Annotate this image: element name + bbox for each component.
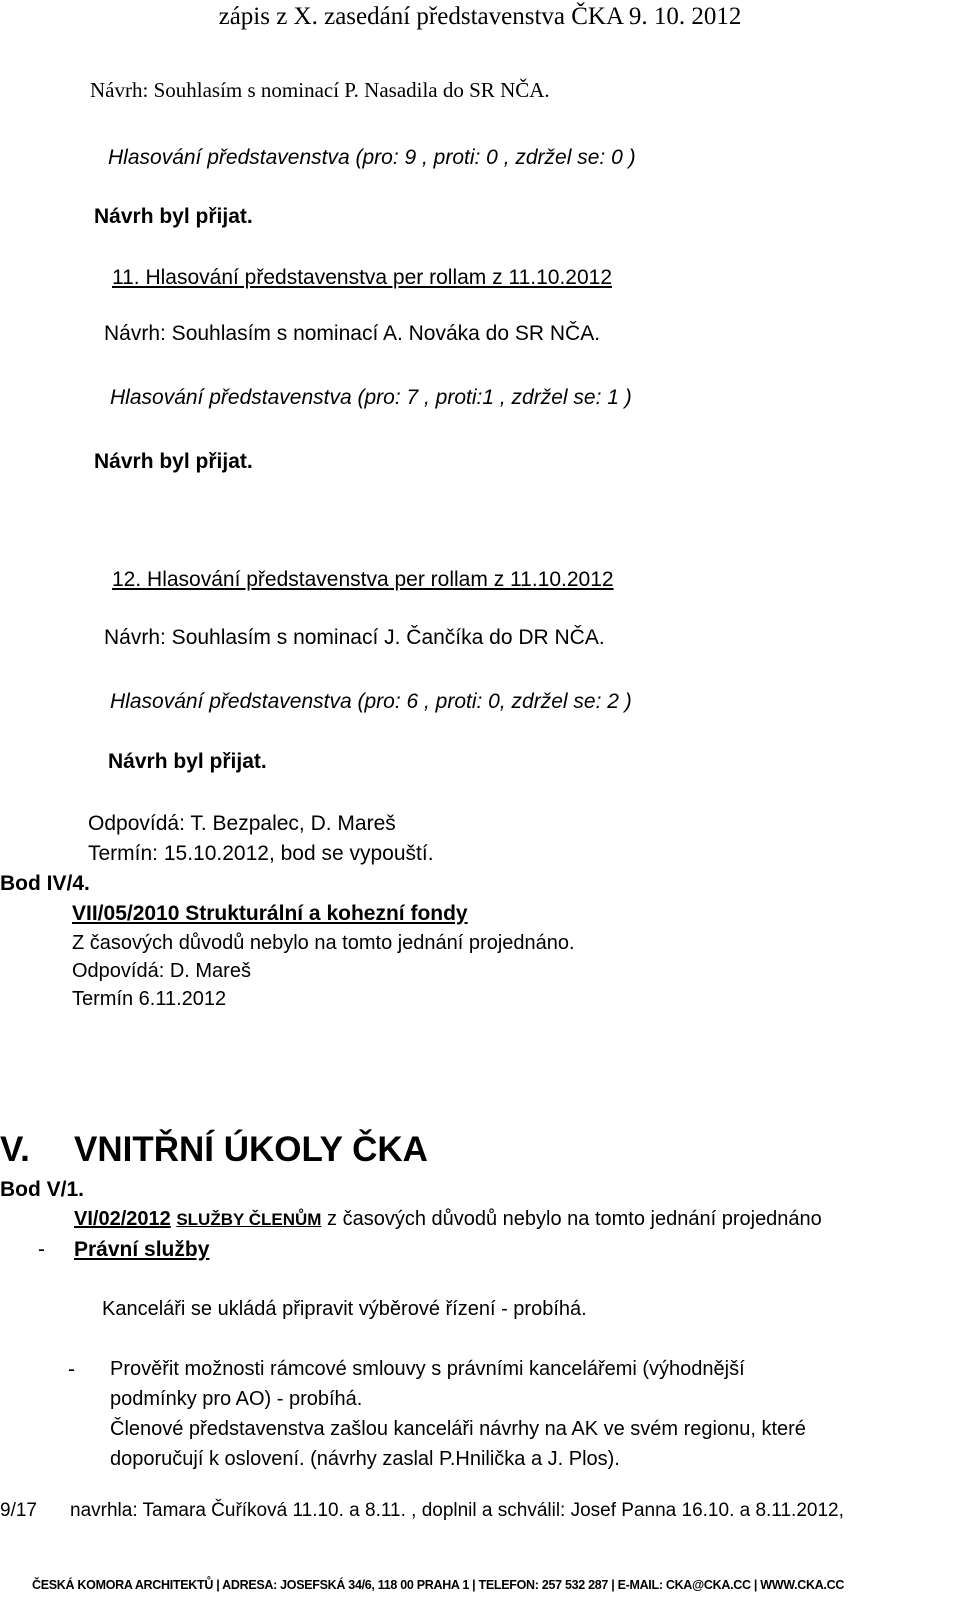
page-header-title: zápis z X. zasedání představenstva ČKA 9. 10. 2012 — [218, 3, 742, 30]
bod-v1-label: Bod V/1. — [0, 1178, 85, 1201]
bullet2-line2: podmínky pro AO) - probíhá. — [110, 1388, 363, 1410]
footer-authors: navrhla: Tamara Čuříková 11.10. a 8.11. , doplnil a schválil: Josef Panna 16.10. a 8.11.2012, — [70, 1500, 844, 1521]
footer-address: ČESKÁ KOMORA ARCHITEKTŮ | ADRESA: JOSEFSKÁ 34/6, 118 00 PRAHA 1 | TELEFON: 257 532 287 | E-MAIL: CKA@CKA.CC | WWW.CKA.CC — [32, 1578, 845, 1592]
bod-iv4-deadline: Termín 6.11.2012 — [72, 988, 227, 1010]
bod-iv4-label: Bod IV/4. — [0, 872, 90, 895]
bullet2-line4: doporučují k oslovení. (návrhy zaslal P.Hnilička a J. Plos). — [110, 1448, 620, 1470]
bullet-dash-2: - — [68, 1358, 75, 1381]
chapter-number: V. — [0, 1130, 30, 1169]
deadline-12: Termín: 15.10.2012, bod se vypouští. — [88, 842, 434, 865]
bod-iv4-title: VII/05/2010 Strukturální a kohezní fondy — [72, 902, 468, 925]
bod-v1-note: z časových důvodů nebylo na tomto jednání projednáno — [327, 1208, 822, 1230]
bod-v1-line — [74, 1208, 822, 1231]
vote-12: Hlasování představenstva (pro: 6 , proti: 0, zdržel se: 2 ) — [110, 690, 632, 713]
vote-11: Hlasování představenstva (pro: 7 , proti:1 , zdržel se: 1 ) — [110, 386, 632, 409]
vote-10: Hlasování představenstva (pro: 9 , proti: 0 , zdržel se: 0 ) — [108, 146, 636, 169]
bullet-legal-services: Právní služby — [74, 1238, 210, 1261]
bod-v1-code: VI/02/2012 — [74, 1208, 171, 1230]
proposal-11: Návrh: Souhlasím s nominací A. Nováka do SR NČA. — [104, 322, 601, 345]
result-12: Návrh byl přijat. — [108, 750, 267, 773]
heading-12: 12. Hlasování představenstva per rollam z 11.10.2012 — [112, 568, 614, 591]
bullet2-line1: Prověřit možnosti rámcové smlouvy s právními kancelářemi (výhodnější — [110, 1358, 745, 1380]
bod-iv4-note: Z časových důvodů nebylo na tomto jednání projednáno. — [72, 932, 575, 954]
bod-iv4-responsible: Odpovídá: D. Mareš — [72, 960, 251, 982]
proposal-12: Návrh: Souhlasím s nominací J. Čančíka do DR NČA. — [104, 626, 605, 649]
bod-v1-name: SLUŽBY ČLENŮM — [176, 1210, 322, 1229]
heading-11: 11. Hlasování představenstva per rollam z 11.10.2012 — [112, 266, 613, 289]
bullet-dash-1: - — [38, 1238, 45, 1261]
result-11: Návrh byl přijat. — [94, 450, 253, 473]
page-number: 9/17 — [0, 1500, 37, 1521]
office-task: Kanceláři se ukládá připravit výběrové řízení - probíhá. — [102, 1298, 587, 1320]
chapter-title: VNITŘNÍ ÚKOLY ČKA — [74, 1130, 428, 1169]
responsible-12: Odpovídá: T. Bezpalec, D. Mareš — [88, 812, 396, 835]
bullet2-line3: Členové představenstva zašlou kanceláři návrhy na AK ve svém regionu, které — [110, 1418, 806, 1440]
result-10: Návrh byl přijat. — [94, 205, 253, 228]
proposal-10: Návrh: Souhlasím s nominací P. Nasadila do SR NČA. — [90, 78, 550, 102]
